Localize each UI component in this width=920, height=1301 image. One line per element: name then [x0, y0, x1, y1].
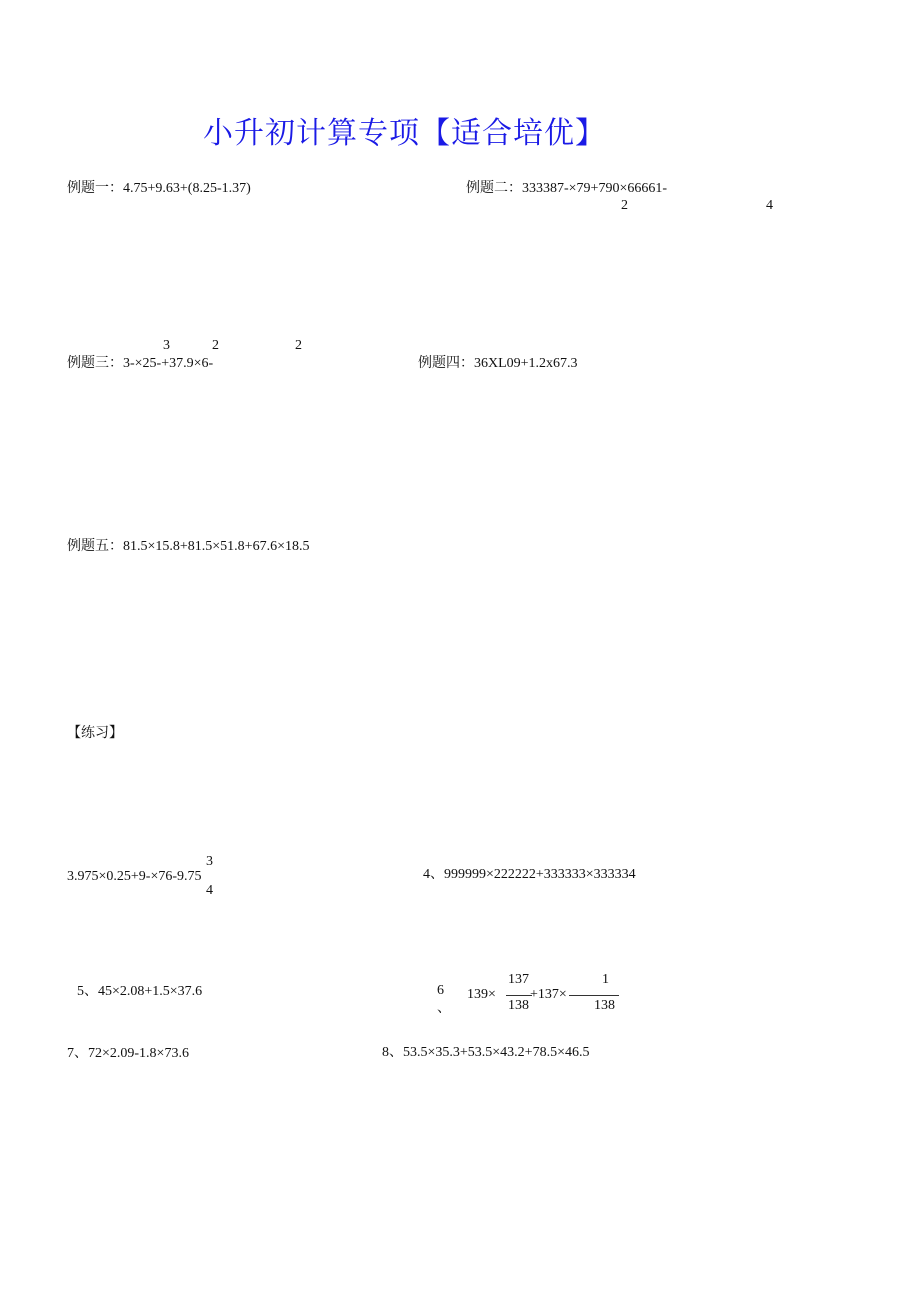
practice-6-fraction-bar-2	[569, 995, 619, 996]
practice-6-denominator-1: 138	[508, 998, 529, 1013]
practice-7: 7、72×2.09-1.8×73.6	[67, 1046, 189, 1061]
example-1: 例题一：4.75+9.63+(8.25-1.37)	[67, 181, 251, 196]
practice-heading: 【练习】	[67, 726, 123, 741]
example-5: 例题五：81.5×15.8+81.5×51.8+67.6×18.5	[67, 539, 310, 554]
practice-4: 4、999999×222222+333333×333334	[423, 867, 636, 882]
practice-6-numerator-2: 1	[602, 972, 609, 987]
practice-6-term-2: +137×	[530, 987, 567, 1002]
practice-6-denominator-2: 138	[594, 998, 615, 1013]
practice-6-term-1: 139×	[467, 987, 496, 1002]
practice-6-fraction-bar-1	[506, 995, 532, 996]
example-3-numerator-b: 2	[212, 338, 219, 353]
example-4: 例题四：36XL09+1.2x67.3	[418, 356, 578, 371]
example-2: 例题二：333387-×79+790×66661-	[466, 181, 668, 196]
practice-3: 3.975×0.25+9-×76-9.75	[67, 869, 202, 884]
practice-6-separator: 、	[437, 1001, 451, 1016]
practice-3-numerator: 3	[206, 854, 213, 869]
practice-5: 5、45×2.08+1.5×37.6	[77, 984, 203, 999]
example-2-denominator-b: 4	[766, 198, 773, 213]
example-3-numerator-c: 2	[295, 338, 302, 353]
practice-6-index: 6	[437, 983, 444, 998]
practice-6-numerator-1: 137	[508, 972, 529, 987]
practice-8: 8、53.5×35.3+53.5×43.2+78.5×46.5	[382, 1045, 590, 1060]
example-3-numerator-a: 3	[163, 338, 170, 353]
example-2-denominator-a: 2	[621, 198, 628, 213]
page-title: 小升初计算专项【适合培优】	[203, 116, 606, 151]
example-3: 例题三：3-×25-+37.9×6-	[67, 356, 214, 371]
practice-3-denominator: 4	[206, 883, 213, 898]
